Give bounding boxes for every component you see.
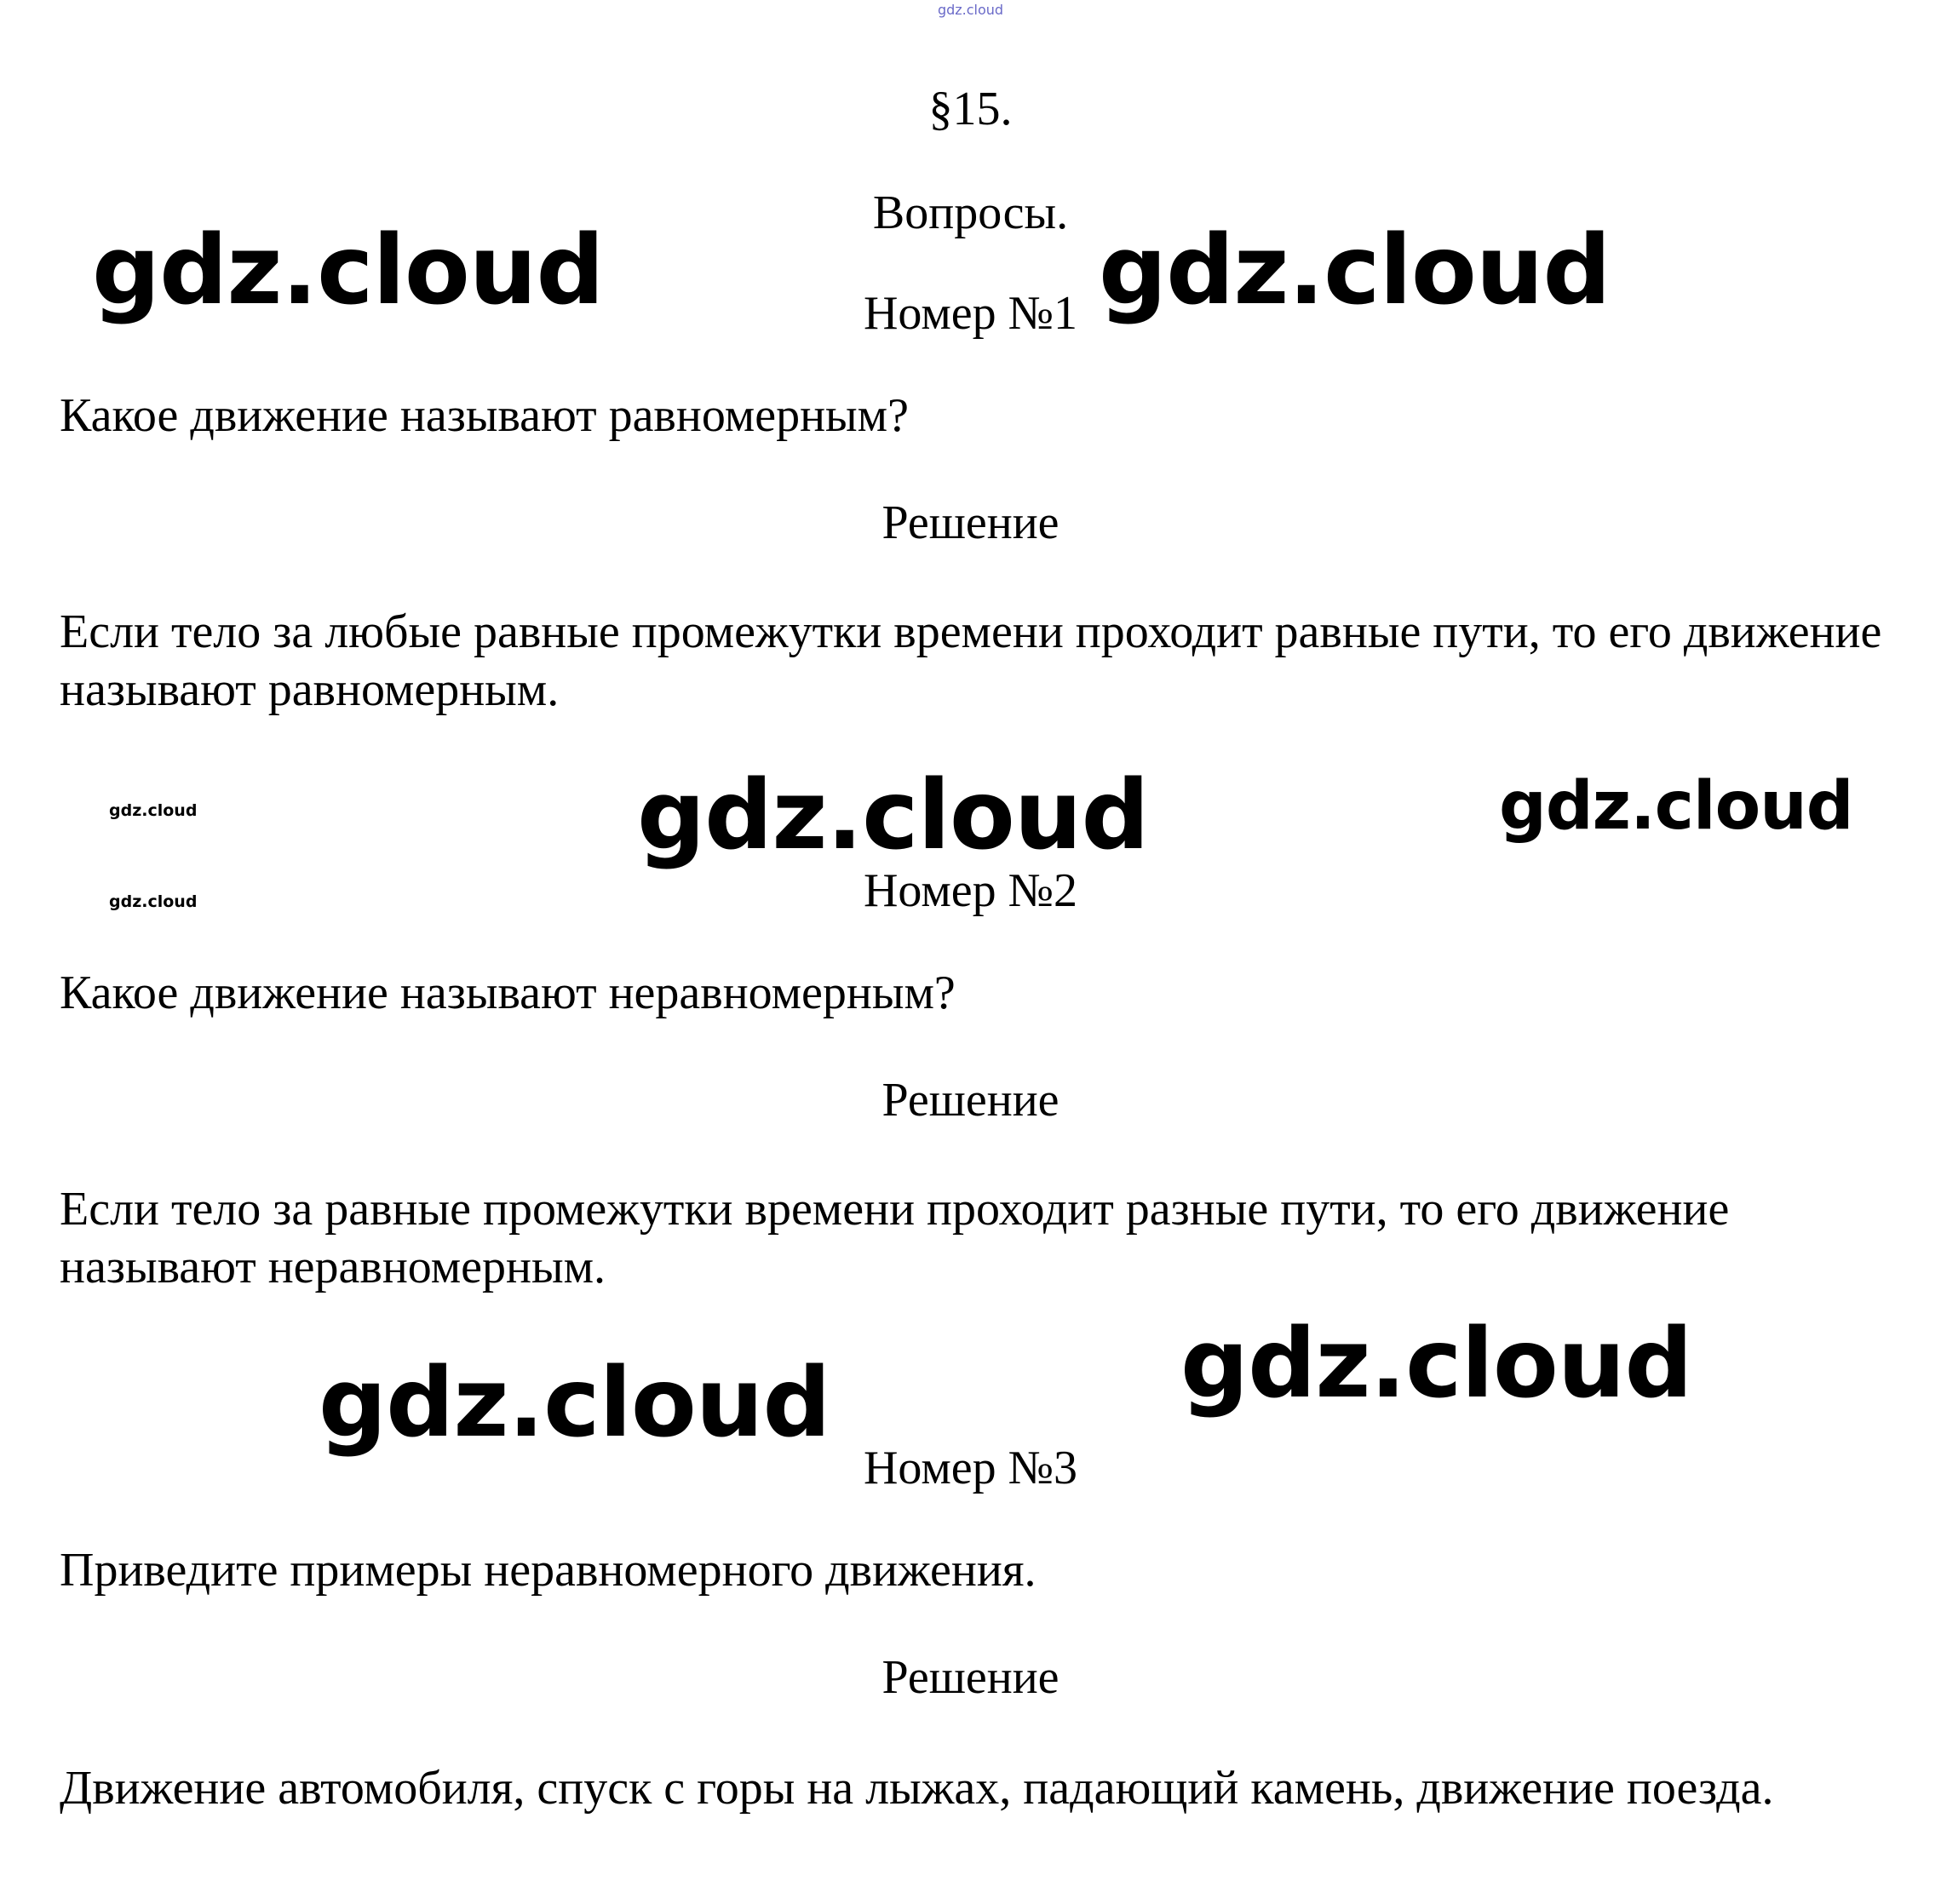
watermark: gdz.cloud bbox=[1099, 215, 1611, 326]
subtitle: Вопросы. bbox=[872, 186, 1069, 239]
watermark: gdz.cloud bbox=[109, 801, 198, 820]
question-text-3: Приведите примеры неравномерного движения. bbox=[60, 1544, 1037, 1597]
solution-label-1: Решение bbox=[881, 496, 1060, 549]
answer-text-1: Если тело за любые равные промежутки времени проходит равные пути, то его движение называют равномерным. bbox=[60, 605, 1882, 716]
watermark: gdz.cloud bbox=[319, 1348, 830, 1459]
question-text-2: Какое движение называют неравномерным? bbox=[60, 966, 956, 1019]
solution-label-2: Решение bbox=[881, 1074, 1060, 1127]
watermark-top: gdz.cloud bbox=[937, 2, 1004, 18]
watermark: gdz.cloud bbox=[109, 892, 198, 911]
answer-text-3: Движение автомобиля, спуск с горы на лыжах, падающий камень, движение поезда. bbox=[60, 1762, 1774, 1815]
question-number-2: Номер №2 bbox=[863, 864, 1078, 917]
question-number-3: Номер №3 bbox=[863, 1442, 1078, 1494]
watermark: gdz.cloud bbox=[1499, 768, 1853, 845]
question-number-1: Номер №1 bbox=[863, 287, 1078, 340]
solution-label-3: Решение bbox=[881, 1651, 1060, 1704]
question-text-1: Какое движение называют равномерным? bbox=[60, 389, 909, 442]
watermark: gdz.cloud bbox=[637, 760, 1149, 871]
watermark: gdz.cloud bbox=[1180, 1309, 1692, 1419]
watermark: gdz.cloud bbox=[92, 215, 604, 326]
section-title: §15. bbox=[928, 83, 1013, 135]
answer-text-2: Если тело за равные промежутки времени проходит разные пути, то его движение называют неравномерным. bbox=[60, 1183, 1730, 1293]
